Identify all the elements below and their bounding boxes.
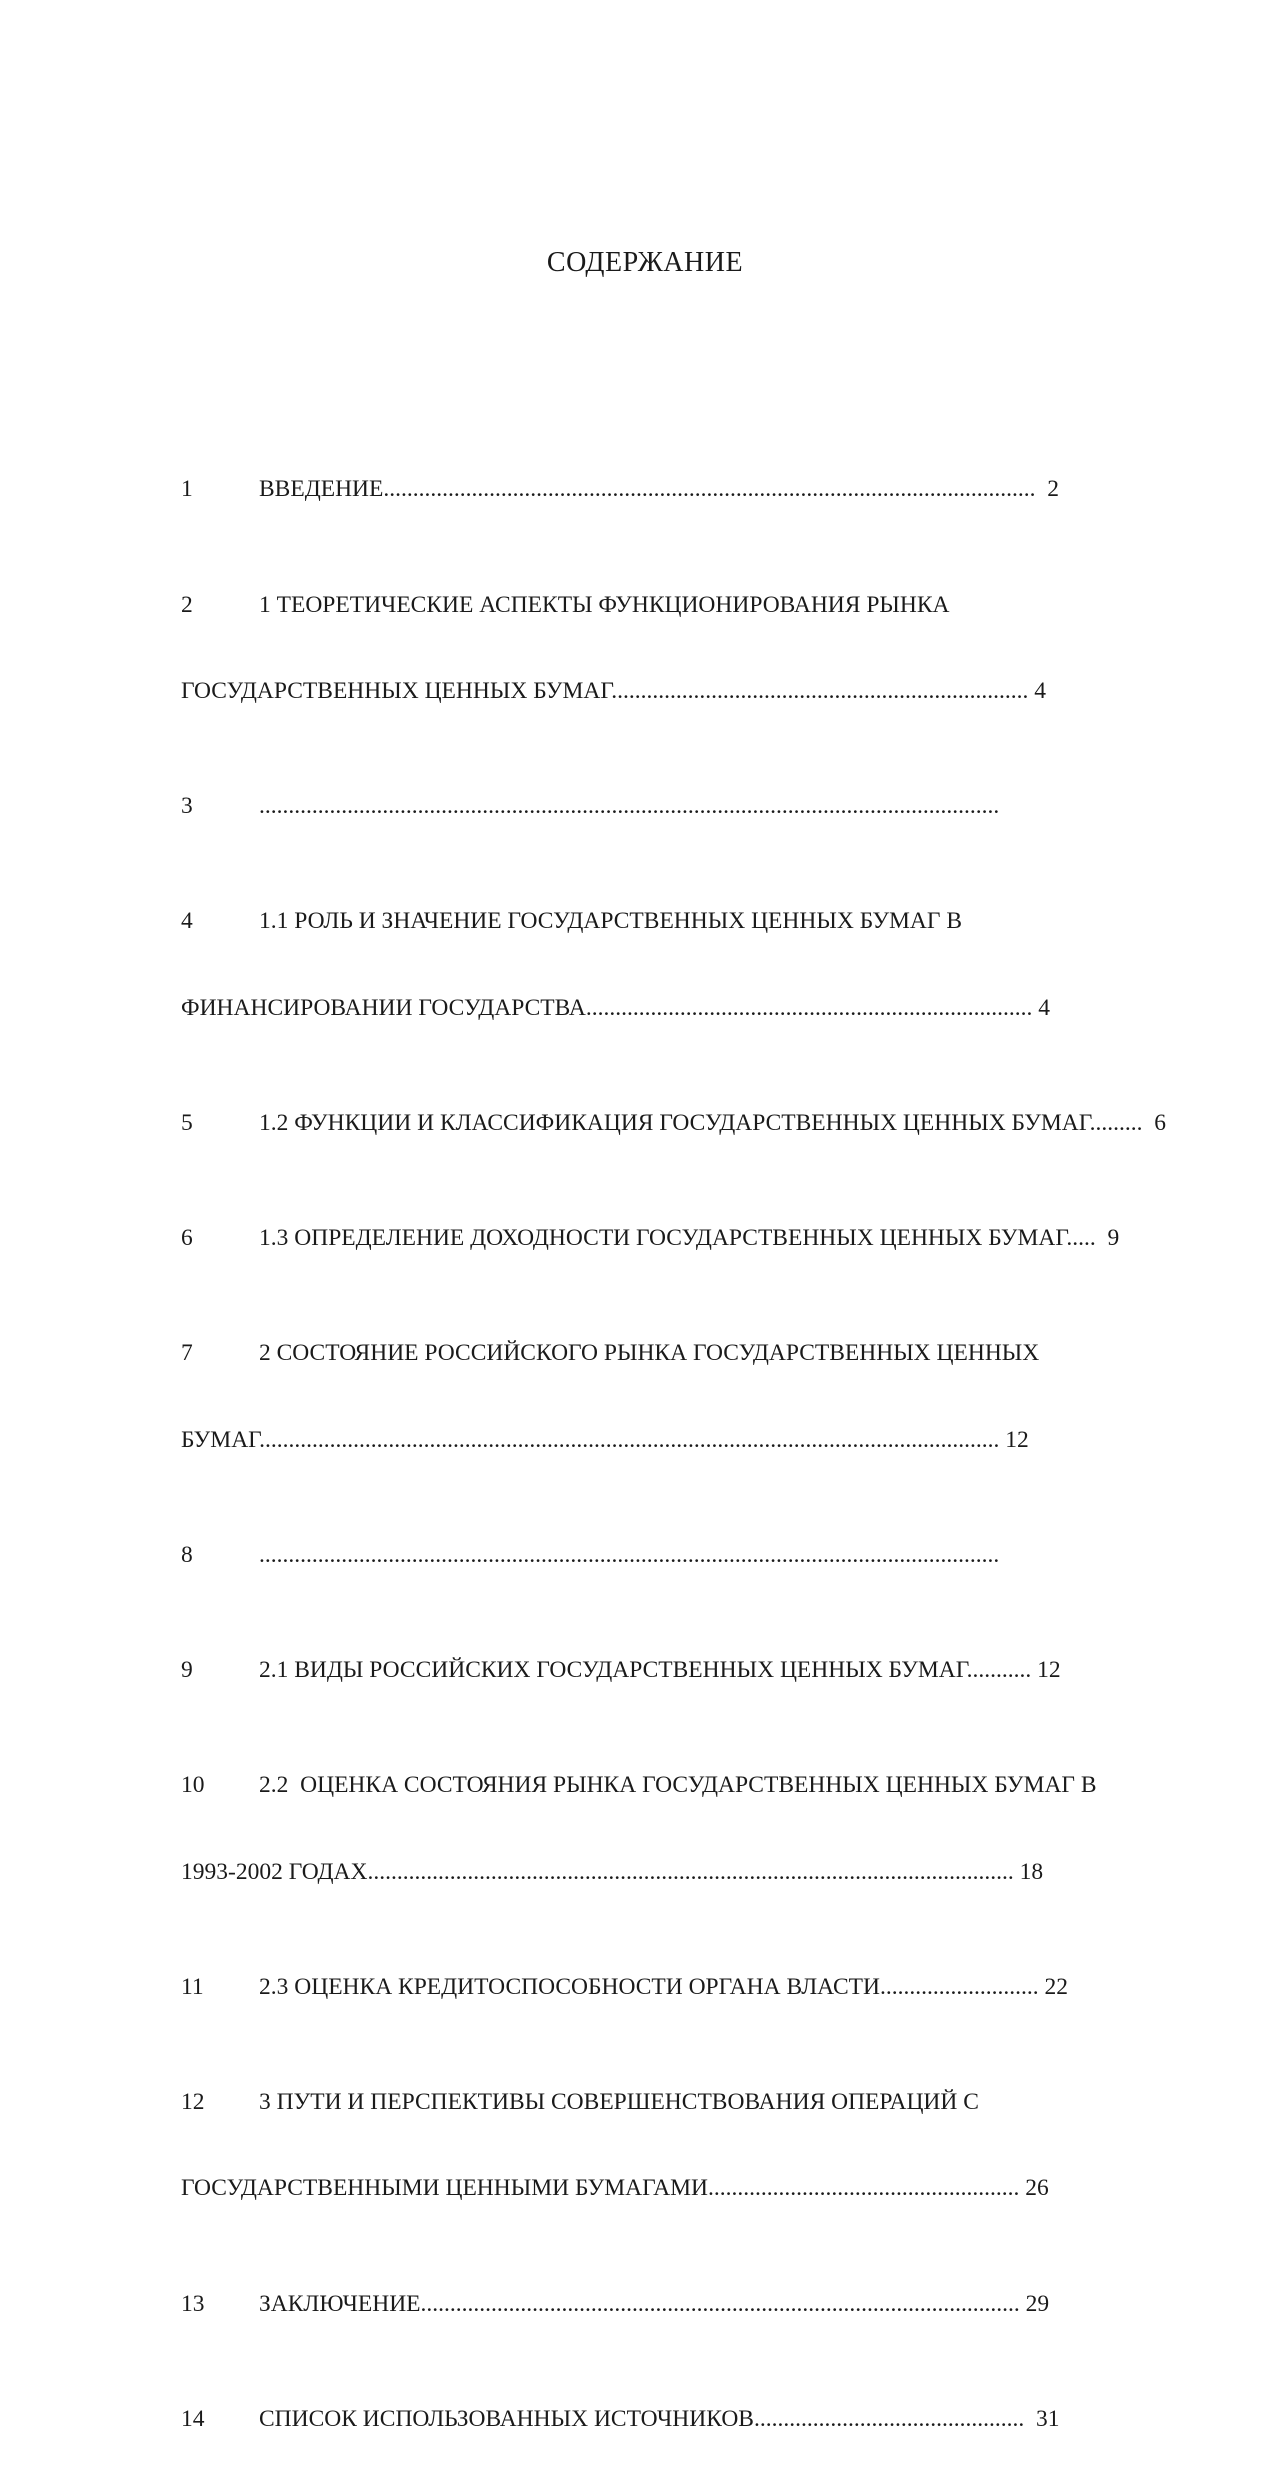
toc-entry-text: БУМАГ.............................................................................................................................. 12 xyxy=(181,1426,1029,1453)
toc-entry-text: СПИСОК ИСПОЛЬЗОВАННЫХ ИСТОЧНИКОВ.............................................. 31 xyxy=(259,2405,1060,2432)
toc-entry-text: 1993-2002 ГОДАХ.............................................................................................................. 18 xyxy=(181,1858,1044,1885)
toc-entry-number: 1 xyxy=(181,476,193,503)
toc-entry-4 xyxy=(181,907,1261,936)
toc-entry-text: ЗАКЛЮЧЕНИЕ...................................................................................................... 29 xyxy=(259,2290,1050,2317)
page-title: СОДЕРЖАНИЕ xyxy=(546,247,744,278)
toc-entry-1 xyxy=(181,475,1261,504)
toc-entry-13 xyxy=(181,2290,1261,2319)
toc-entry-number: 12 xyxy=(181,2089,205,2116)
toc-entry-text: ГОСУДАРСТВЕННЫХ ЦЕННЫХ БУМАГ....................................................................... 4 xyxy=(181,677,1047,704)
toc-entry-4-continuation xyxy=(181,994,1261,1023)
toc-entry-12-continuation xyxy=(181,2174,1261,2203)
toc-entry-number: 8 xyxy=(181,1541,193,1568)
toc-entry-text: .............................................................................................................................. xyxy=(259,793,1000,820)
toc-entry-number: 13 xyxy=(181,2290,205,2317)
toc-entry-12 xyxy=(181,2088,1261,2117)
toc-entry-number: 3 xyxy=(181,793,193,820)
toc-entry-text: 2.1 ВИДЫ РОССИЙСКИХ ГОСУДАРСТВЕННЫХ ЦЕННЫХ БУМАГ........... 12 xyxy=(259,1657,1061,1684)
toc-entry-7-continuation xyxy=(181,1426,1261,1455)
toc-entry-text: 1.1 РОЛЬ И ЗНАЧЕНИЕ ГОСУДАРСТВЕННЫХ ЦЕННЫХ БУМАГ В xyxy=(259,908,963,935)
toc-entry-6 xyxy=(181,1224,1261,1253)
toc-entry-number: 10 xyxy=(181,1772,205,1799)
toc-entry-text: .............................................................................................................................. xyxy=(259,1541,1000,1568)
toc-entry-text: 2.3 ОЦЕНКА КРЕДИТОСПОСОБНОСТИ ОРГАНА ВЛАСТИ........................... 22 xyxy=(259,1973,1068,2000)
toc-entry-10 xyxy=(181,1771,1261,1800)
toc-entry-number: 4 xyxy=(181,908,193,935)
toc-entry-10-continuation xyxy=(181,1858,1261,1887)
toc-entry-number: 6 xyxy=(181,1225,193,1252)
toc-entry-number: 2 xyxy=(181,591,193,618)
toc-entry-text: 2.2 ОЦЕНКА СОСТОЯНИЯ РЫНКА ГОСУДАРСТВЕННЫХ ЦЕННЫХ БУМАГ В xyxy=(259,1772,1097,1799)
toc-entry-9 xyxy=(181,1656,1261,1685)
toc-entry-8 xyxy=(181,1541,1261,1570)
toc-entry-7 xyxy=(181,1339,1261,1368)
toc-entry-2-continuation xyxy=(181,677,1261,706)
toc-entry-text: ВВЕДЕНИЕ............................................................................................................... 2 xyxy=(259,476,1060,503)
toc-entry-text: ФИНАНСИРОВАНИИ ГОСУДАРСТВА............................................................................ 4 xyxy=(181,994,1050,1021)
toc-entry-text: 1 ТЕОРЕТИЧЕСКИЕ АСПЕКТЫ ФУНКЦИОНИРОВАНИЯ РЫНКА xyxy=(259,591,950,618)
toc-entry-text: 1.2 ФУНКЦИИ И КЛАССИФИКАЦИЯ ГОСУДАРСТВЕННЫХ ЦЕННЫХ БУМАГ......... 6 xyxy=(259,1109,1167,1136)
toc-entry-text: 1.3 ОПРЕДЕЛЕНИЕ ДОХОДНОСТИ ГОСУДАРСТВЕННЫХ ЦЕННЫХ БУМАГ..... 9 xyxy=(259,1225,1120,1252)
toc-entry-text: ГОСУДАРСТВЕННЫМИ ЦЕННЫМИ БУМАГАМИ..................................................... 26 xyxy=(181,2175,1049,2202)
toc-entry-number: 5 xyxy=(181,1109,193,1136)
toc-entry-11 xyxy=(181,1973,1261,2002)
toc-entry-number: 14 xyxy=(181,2405,205,2432)
toc-entry-number: 7 xyxy=(181,1340,193,1367)
toc-entry-5 xyxy=(181,1109,1261,1138)
toc-entry-number: 9 xyxy=(181,1657,193,1684)
table-of-contents xyxy=(181,389,1261,2491)
toc-entry-14 xyxy=(181,2405,1261,2434)
toc-entry-2 xyxy=(181,591,1261,620)
toc-entry-text: 2 СОСТОЯНИЕ РОССИЙСКОГО РЫНКА ГОСУДАРСТВЕННЫХ ЦЕННЫХ xyxy=(259,1340,1040,1367)
toc-entry-number: 11 xyxy=(181,1973,204,2000)
toc-entry-text: 3 ПУТИ И ПЕРСПЕКТИВЫ СОВЕРШЕНСТВОВАНИЯ ОПЕРАЦИЙ С xyxy=(259,2089,979,2116)
toc-entry-3 xyxy=(181,792,1261,821)
